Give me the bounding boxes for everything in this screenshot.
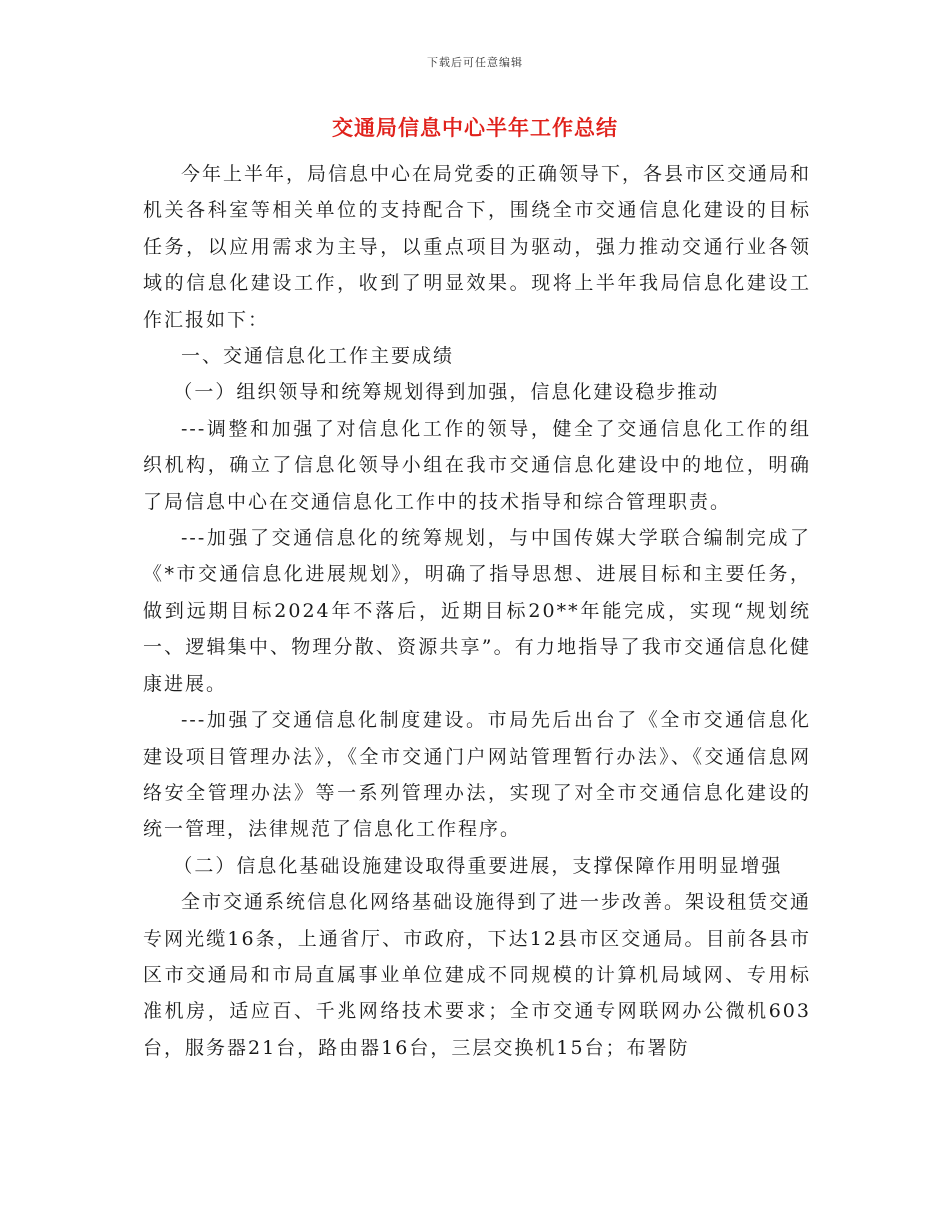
section-heading-1: 一、交通信息化工作主要成绩 <box>181 345 455 368</box>
body-paragraph: ---调整和加强了对信息化工作的领导，健全了交通信息化工作的组织机构，确立了信息化领导小组在我市交通信息化建设中的地位，明确了局信息中心在交通信息化工作中的技术指导和综合管理职责。 <box>143 417 811 513</box>
document-body <box>143 156 811 1066</box>
body-paragraph: ---加强了交通信息化制度建设。市局先后出台了《全市交通信息化建设项目管理办法》，《全市交通门户网站管理暂行办法》、《交通信息网络安全管理办法》等一系列管理办法，实现了对全市交通信息化建设的统一管理，法律规范了信息化工作程序。 <box>143 709 811 841</box>
subsection-heading-2: （二）信息化基础设施建设取得重要进展，支撑保障作用明显增强 <box>173 854 783 877</box>
subsection-heading-1: （一）组织领导和统筹规划得到加强，信息化建设稳步推动 <box>173 381 720 404</box>
body-paragraph: 全市交通系统信息化网络基础设施得到了进一步改善。架设租赁交通专网光缆16条，上通省厅、市政府，下达12县市区交通局。目前各县市区市交通局和市局直属事业单位建成不同规模的计算机局域网、专用标准机房，适应百、千兆网络技术要求；全市交通专网联网办公微机603台，服务器21台，路由器16台，三层交换机15台；布署防 <box>143 891 812 1059</box>
body-paragraph: ---加强了交通信息化的统筹规划，与中国传媒大学联合编制完成了《*市交通信息化进展规划》，明确了指导思想、进展目标和主要任务，做到远期目标2024年不落后，近期目标20**年能完成，实现“规划统一、逻辑集中、物理分散、资源共享”。有力地指导了我市交通信息化健康进展。 <box>143 527 811 695</box>
document-title: 交通局信息中心半年工作总结 <box>332 115 618 140</box>
intro-paragraph: 今年上半年，局信息中心在局党委的正确领导下，各县市区交通局和机关各科室等相关单位的支持配合下，围绕全市交通信息化建设的目标任务，以应用需求为主导，以重点项目为驱动，强力推动交通行业各领域的信息化建设工作，收到了明显效果。现将上半年我局信息化建设工作汇报如下： <box>143 163 812 331</box>
header-note: 下载后可任意编辑 <box>427 56 523 69</box>
